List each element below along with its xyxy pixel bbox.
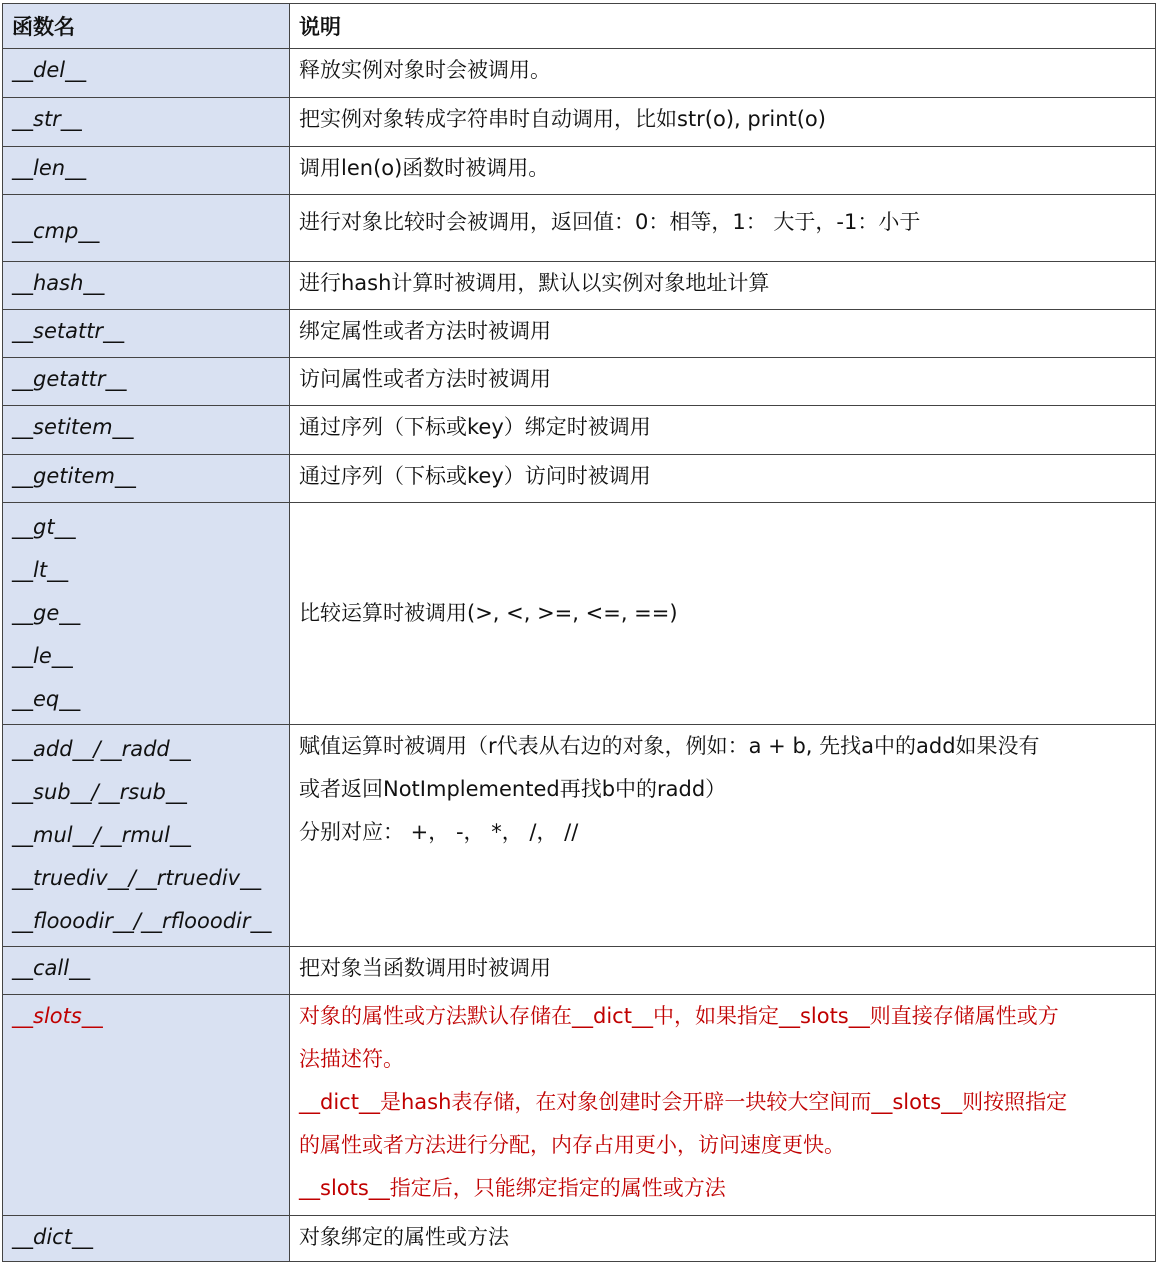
table-row: [3, 947, 1156, 995]
function-name: __getattr__: [12, 367, 127, 391]
description-text: 绑定属性或者方法时被调用: [299, 319, 551, 343]
function-name: __getitem__: [12, 464, 136, 488]
function-name-cell: [3, 195, 290, 262]
description-text: 把实例对象转成字符串时自动调用，比如str(o), print(o): [299, 107, 826, 131]
function-name-cell: [3, 503, 290, 725]
function-name: __ge__: [12, 601, 81, 625]
description-text: __dict__是hash表存储，在对象创建时会开辟一块较大空间而__slots__则按照指定: [299, 1090, 1068, 1114]
description-cell: [290, 262, 1156, 310]
description-cell: [290, 49, 1156, 98]
description-text: 对象绑定的属性或方法: [299, 1225, 509, 1249]
function-name-cell: [3, 1216, 290, 1262]
table-row: [3, 455, 1156, 503]
function-name: __le__: [12, 644, 73, 668]
function-name-cell: [3, 995, 290, 1216]
function-name: __setitem__: [12, 415, 134, 439]
table-row: [3, 49, 1156, 98]
header-function-name: 函数名: [3, 4, 290, 49]
table-row: [3, 725, 1156, 947]
description-text: 分别对应： +， -， *， /， //: [299, 820, 579, 844]
description-text: 通过序列（下标或key）访问时被调用: [299, 464, 651, 488]
function-name: __dict__: [12, 1225, 93, 1249]
function-name: __cmp__: [12, 218, 100, 243]
table-row: [3, 1216, 1156, 1262]
table-row: [3, 406, 1156, 455]
description-cell: [290, 1216, 1156, 1262]
function-name-cell: [3, 406, 290, 455]
function-name-cell: [3, 147, 290, 195]
function-name-cell: [3, 262, 290, 310]
table-row: [3, 358, 1156, 406]
function-name: __hash__: [12, 271, 105, 295]
function-name-cell: [3, 310, 290, 358]
description-cell: [290, 725, 1156, 947]
description-cell: [290, 995, 1156, 1216]
table-row: [3, 147, 1156, 195]
function-name: __str__: [12, 107, 82, 131]
function-name-cell: [3, 98, 290, 147]
description-cell: [290, 358, 1156, 406]
header-row: [3, 4, 1156, 49]
function-name: __truediv__/__rtruediv__: [12, 866, 262, 890]
function-name-cell: [3, 455, 290, 503]
function-name: __del__: [12, 58, 87, 82]
description-cell: [290, 147, 1156, 195]
function-name: __eq__: [12, 687, 81, 711]
table-row: [3, 98, 1156, 147]
header-description: 说明: [290, 4, 1156, 49]
description-text: 把对象当函数调用时被调用: [299, 956, 551, 980]
description-text: __slots__指定后，只能绑定指定的属性或方法: [299, 1176, 726, 1200]
function-name: __sub__/__rsub__: [12, 780, 187, 804]
description-text: 法描述符。: [299, 1047, 404, 1071]
function-name: __len__: [12, 156, 87, 180]
table-row: [3, 503, 1156, 725]
description-cell: [290, 98, 1156, 147]
description-text: 比较运算时被调用(>, <, >=, <=, ==): [299, 601, 678, 625]
function-name: __setattr__: [12, 319, 125, 343]
description-text: 访问属性或者方法时被调用: [299, 367, 551, 391]
function-name-cell: [3, 947, 290, 995]
description-text: 对象的属性或方法默认存储在__dict__中，如果指定__slots__则直接存储属性或方: [299, 1004, 1059, 1028]
function-name: __add__/__radd__: [12, 737, 191, 761]
table-row: [3, 195, 1156, 262]
function-name: __call__: [12, 956, 91, 980]
description-cell: [290, 406, 1156, 455]
function-name: __mul__/__rmul__: [12, 823, 191, 847]
description-text: 进行hash计算时被调用，默认以实例对象地址计算: [299, 271, 770, 295]
description-cell: [290, 455, 1156, 503]
function-name: __lt__: [12, 558, 69, 582]
table-row-highlighted: [3, 995, 1156, 1216]
description-text: 释放实例对象时会被调用。: [299, 58, 551, 82]
description-text: 或者返回NotImplemented再找b中的radd）: [299, 777, 727, 801]
description-text: 进行对象比较时会被调用，返回值：0：相等，1： 大于，-1：小于: [299, 210, 921, 234]
description-text: 调用len(o)函数时被调用。: [299, 156, 550, 180]
description-cell: [290, 195, 1156, 262]
table-row: [3, 310, 1156, 358]
function-name-cell: [3, 358, 290, 406]
description-text: 赋值运算时被调用（r代表从右边的对象，例如：a + b, 先找a中的add如果没有: [299, 734, 1040, 758]
description-cell: [290, 947, 1156, 995]
description-cell: [290, 503, 1156, 725]
table-row: [3, 262, 1156, 310]
function-name: __gt__: [12, 515, 76, 539]
function-name: __flooodir__/__rflooodir__: [12, 909, 272, 933]
description-text: 的属性或者方法进行分配，内存占用更小，访问速度更快。: [299, 1133, 845, 1157]
description-cell: [290, 310, 1156, 358]
function-name-cell: [3, 49, 290, 98]
function-name: __slots__: [12, 1004, 103, 1028]
magic-methods-table: [2, 3, 1156, 1262]
description-text: 通过序列（下标或key）绑定时被调用: [299, 415, 651, 439]
function-name-cell: [3, 725, 290, 947]
